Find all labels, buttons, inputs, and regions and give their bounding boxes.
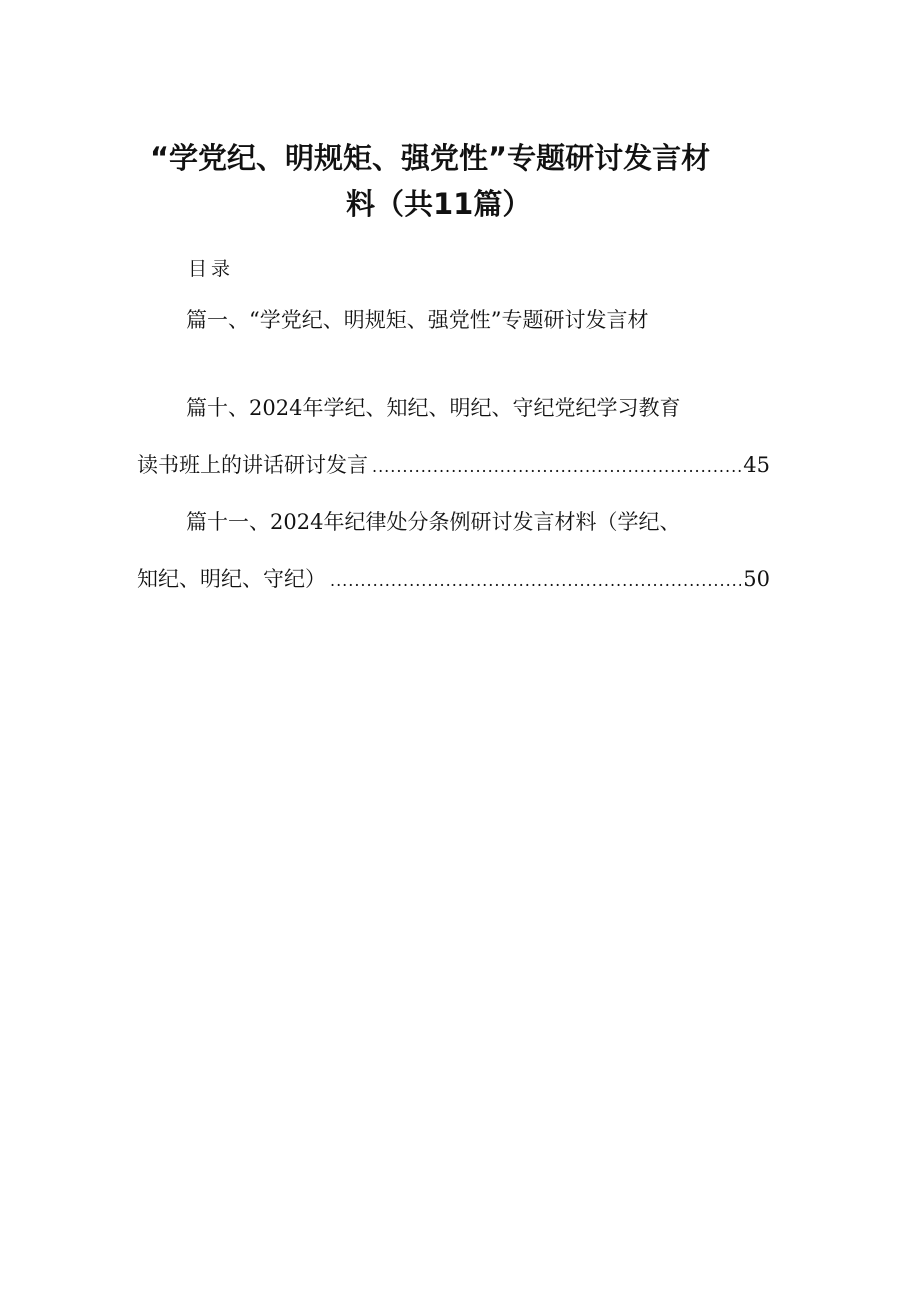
toc-heading: 目录 xyxy=(188,258,235,280)
toc-entry-2-line-1[interactable]: 篇十、2024年学纪、知纪、明纪、守纪党纪学习教育 xyxy=(186,396,681,420)
toc-entry-2-page-number: 45 xyxy=(743,453,770,477)
toc-entry-2-line-2[interactable] xyxy=(137,449,770,483)
toc-entry-2-text: 读书班上的讲话研讨发言 xyxy=(137,453,368,477)
toc-leader-dots xyxy=(372,451,741,483)
toc-entry-3-line-2[interactable] xyxy=(137,563,770,597)
toc-leader-dots xyxy=(330,565,741,597)
toc-entry-3-page-number: 50 xyxy=(743,567,770,591)
document-title-line-2: 料（共11篇） xyxy=(346,187,532,221)
toc-entry-3-line-1[interactable]: 篇十一、2024年纪律处分条例研讨发言材料（学纪、 xyxy=(186,510,681,534)
document-title-line-1: “学党纪、明规矩、强党性”专题研讨发言材 xyxy=(150,141,711,175)
toc-entry-3-text: 知纪、明纪、守纪） xyxy=(137,567,326,591)
toc-entry-1-line-1[interactable]: 篇一、“学党纪、明规矩、强党性”专题研讨发言材 xyxy=(186,308,649,332)
